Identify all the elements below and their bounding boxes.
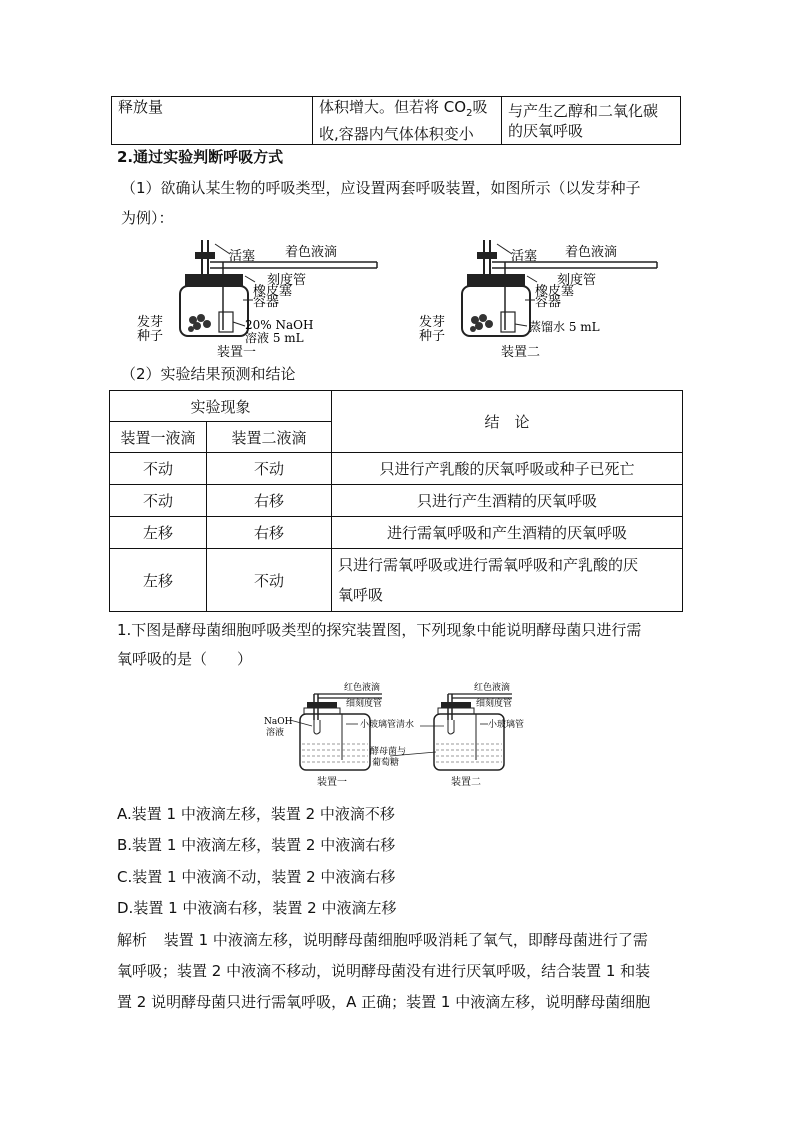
table-row <box>110 453 683 485</box>
svg-text:装置二: 装置二 <box>501 345 541 360</box>
cell-conclusion: 只进行产乳酸的厌氧呼吸或种子已死亡 <box>332 453 683 485</box>
yeast-device-two <box>390 681 524 788</box>
yeast-device-one <box>264 681 406 788</box>
svg-text:装置一: 装置一 <box>217 345 257 360</box>
table-row <box>110 485 683 517</box>
cell-conclusion: 只进行需氧呼吸或进行需氧呼吸和产乳酸的厌 氧呼吸 <box>332 549 683 612</box>
cell-device-one: 左移 <box>110 549 207 612</box>
cell-device-two: 不动 <box>207 453 332 485</box>
svg-text:葡萄糖: 葡萄糖 <box>372 758 400 768</box>
svg-text:容器: 容器 <box>253 295 280 310</box>
header-conclusion: 结 论 <box>332 391 683 453</box>
top-cell-1: 释放量 <box>112 97 313 145</box>
device-one <box>137 240 377 360</box>
svg-text:红色液滴: 红色液滴 <box>344 683 381 693</box>
respiration-apparatus-figure <box>135 232 660 362</box>
svg-text:橡皮塞: 橡皮塞 <box>253 284 293 299</box>
cell-conclusion: 进行需氧呼吸和产生酒精的厌氧呼吸 <box>332 517 683 549</box>
device-two <box>419 240 657 360</box>
svg-text:溶液 5 mL: 溶液 5 mL <box>245 331 304 345</box>
svg-text:细刻度管: 细刻度管 <box>476 699 513 709</box>
svg-text:细刻度管: 细刻度管 <box>346 699 383 709</box>
cell-device-two: 右移 <box>207 517 332 549</box>
top-table <box>111 96 681 145</box>
svg-text:装置一: 装置一 <box>317 777 347 788</box>
analysis-label: 解析 <box>117 931 148 949</box>
top-cell-2: 体积增大。但若将 $CO_2$吸 收,容器内气体体积变小 <box>313 97 502 145</box>
svg-text:小玻璃管: 小玻璃管 <box>488 720 525 730</box>
header-phenomenon: 实验现象 <box>110 391 332 422</box>
svg-text:红色液滴: 红色液滴 <box>474 683 511 693</box>
table-row <box>110 549 683 612</box>
svg-text:刻度管: 刻度管 <box>267 273 307 288</box>
question-stem-line-2: 氧呼吸的是（ ） <box>117 650 253 668</box>
yeast-apparatus-figure <box>262 680 532 792</box>
svg-text:蒸馏水 5 mL: 蒸馏水 5 mL <box>529 320 600 334</box>
svg-text:酵母菌与: 酵母菌与 <box>370 747 407 757</box>
svg-text:活塞: 活塞 <box>229 249 256 264</box>
svg-text:种子: 种子 <box>137 329 164 344</box>
option-d[interactable]: D.装置 1 中液滴右移，装置 2 中液滴左移 <box>117 899 397 917</box>
svg-text:装置二: 装置二 <box>451 777 481 788</box>
svg-text:橡皮塞: 橡皮塞 <box>535 284 575 299</box>
question-stem-line-1: 1.下图是酵母菌细胞呼吸类型的探究装置图，下列现象中能说明酵母菌只进行需 <box>117 621 642 639</box>
cell-device-two: 右移 <box>207 485 332 517</box>
top-cell-3: 与产生乙醇和二氧化碳 的厌氧呼吸 <box>502 97 681 145</box>
cell-device-one: 不动 <box>110 485 207 517</box>
svg-text:容器: 容器 <box>535 295 562 310</box>
subheader-device-one: 装置一液滴 <box>110 422 207 453</box>
option-a[interactable]: A.装置 1 中液滴左移，装置 2 中液滴不移 <box>117 805 395 823</box>
analysis-line-2: 氧呼吸；装置 2 中液滴不移动，说明酵母菌没有进行厌氧呼吸，结合装置 1 和装 <box>117 962 651 980</box>
svg-text:活塞: 活塞 <box>511 249 538 264</box>
svg-text:溶液: 溶液 <box>266 728 285 738</box>
table-row <box>110 517 683 549</box>
svg-text:发芽: 发芽 <box>419 315 446 330</box>
svg-text:着色液滴: 着色液滴 <box>565 245 618 260</box>
paragraph-2: （2）实验结果预测和结论 <box>121 365 296 383</box>
paragraph-1-line-2: 为例）： <box>121 209 174 227</box>
cell-device-two: 不动 <box>207 549 332 612</box>
paragraph-1-line-1: （1）欲确认某生物的呼吸类型，应设置两套呼吸装置，如图所示（以发芽种子 <box>121 179 641 197</box>
svg-text:刻度管: 刻度管 <box>557 273 597 288</box>
svg-text:小玻璃管: 小玻璃管 <box>360 720 397 730</box>
option-b[interactable]: B.装置 1 中液滴左移，装置 2 中液滴右移 <box>117 836 396 854</box>
cell-conclusion: 只进行产生酒精的厌氧呼吸 <box>332 485 683 517</box>
analysis-line-3: 置 2 说明酵母菌只进行需氧呼吸，A 正确；装置 1 中液滴左移，说明酵母菌细胞 <box>117 993 651 1011</box>
cell-device-one: 左移 <box>110 517 207 549</box>
cell-device-one: 不动 <box>110 453 207 485</box>
svg-text:种子: 种子 <box>419 329 446 344</box>
svg-text:发芽: 发芽 <box>137 315 164 330</box>
subheader-device-two: 装置二液滴 <box>207 422 332 453</box>
svg-text:清水: 清水 <box>396 720 415 730</box>
option-c[interactable]: C.装置 1 中液滴不动，装置 2 中液滴右移 <box>117 868 396 886</box>
svg-text:20% NaOH: 20% NaOH <box>245 318 314 332</box>
results-table <box>109 390 683 612</box>
svg-text:NaOH: NaOH <box>264 717 293 727</box>
section-heading: 2.通过实验判断呼吸方式 <box>117 148 284 166</box>
analysis-line-1: 解析 装置 1 中液滴左移，说明酵母菌细胞呼吸消耗了氧气，即酵母菌进行了需 <box>117 931 648 949</box>
svg-text:着色液滴: 着色液滴 <box>285 245 338 260</box>
